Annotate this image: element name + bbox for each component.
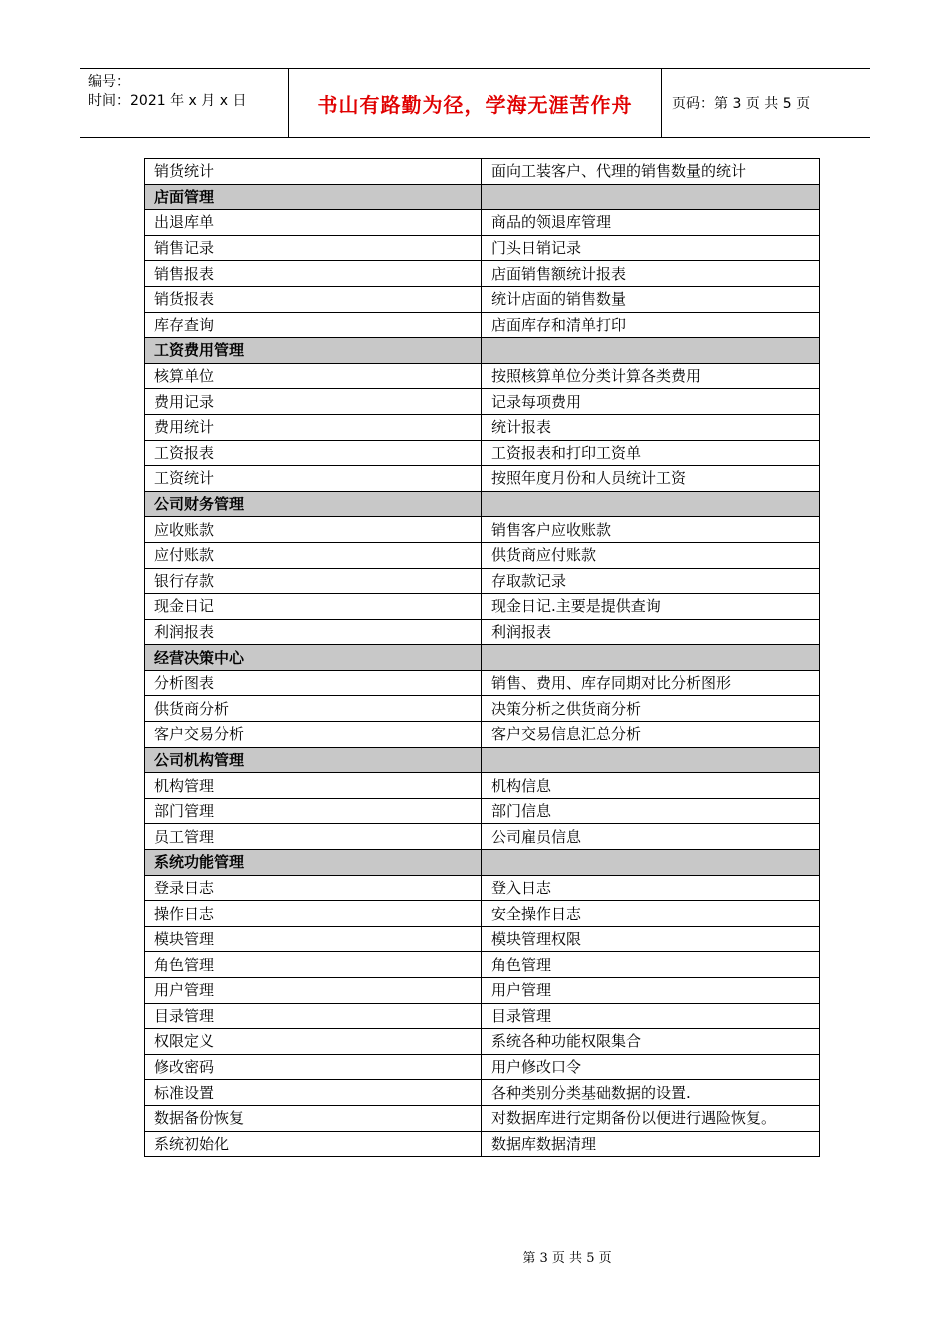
function-name-cell: 权限定义 bbox=[145, 1029, 482, 1055]
function-description-cell: 公司雇员信息 bbox=[482, 824, 820, 850]
function-name-cell: 用户管理 bbox=[145, 978, 482, 1004]
function-name-cell: 出退库单 bbox=[145, 210, 482, 236]
function-name-cell: 销货统计 bbox=[145, 159, 482, 185]
header-page-info: 页码：第 3 页 共 5 页 bbox=[672, 96, 811, 112]
table-row bbox=[145, 1054, 820, 1080]
function-description-cell: 销售客户应收账款 bbox=[482, 517, 820, 543]
table-row bbox=[145, 286, 820, 312]
function-module-table bbox=[144, 158, 820, 1157]
section-header-row bbox=[145, 645, 820, 671]
section-header-row bbox=[145, 850, 820, 876]
table-row bbox=[145, 1029, 820, 1055]
function-name-cell: 操作日志 bbox=[145, 901, 482, 927]
section-blank-cell bbox=[482, 850, 820, 876]
function-name-cell: 利润报表 bbox=[145, 619, 482, 645]
function-name-cell: 数据备份恢复 bbox=[145, 1105, 482, 1131]
function-description-cell: 目录管理 bbox=[482, 1003, 820, 1029]
section-title: 工资费用管理 bbox=[145, 338, 482, 364]
function-name-cell: 费用记录 bbox=[145, 389, 482, 415]
function-name-cell: 核算单位 bbox=[145, 363, 482, 389]
function-description-cell: 用户管理 bbox=[482, 978, 820, 1004]
table-row bbox=[145, 1105, 820, 1131]
function-description-cell: 登入日志 bbox=[482, 875, 820, 901]
header-motto: 书山有路勤为径，学海无涯苦作舟 bbox=[289, 69, 662, 137]
function-description-cell: 系统各种功能权限集合 bbox=[482, 1029, 820, 1055]
table-row bbox=[145, 952, 820, 978]
function-name-cell: 库存查询 bbox=[145, 312, 482, 338]
section-header-row bbox=[145, 491, 820, 517]
function-description-cell: 对数据库进行定期备份以便进行遇险恢复。 bbox=[482, 1105, 820, 1131]
function-description-cell: 店面销售额统计报表 bbox=[482, 261, 820, 287]
table-row bbox=[145, 261, 820, 287]
function-description-cell: 记录每项费用 bbox=[482, 389, 820, 415]
function-name-cell: 客户交易分析 bbox=[145, 722, 482, 748]
section-blank-cell bbox=[482, 645, 820, 671]
table-row bbox=[145, 542, 820, 568]
function-name-cell: 分析图表 bbox=[145, 670, 482, 696]
function-description-cell: 用户修改口令 bbox=[482, 1054, 820, 1080]
table-row bbox=[145, 619, 820, 645]
table-row bbox=[145, 363, 820, 389]
table-row bbox=[145, 824, 820, 850]
function-name-cell: 应付账款 bbox=[145, 542, 482, 568]
section-title: 店面管理 bbox=[145, 184, 482, 210]
function-description-cell: 数据库数据清理 bbox=[482, 1131, 820, 1157]
function-description-cell: 角色管理 bbox=[482, 952, 820, 978]
function-name-cell: 销售记录 bbox=[145, 235, 482, 261]
function-description-cell: 商品的领退库管理 bbox=[482, 210, 820, 236]
page-header bbox=[80, 68, 870, 138]
function-description-cell: 面向工装客户、代理的销售数量的统计 bbox=[482, 159, 820, 185]
function-description-cell: 店面库存和清单打印 bbox=[482, 312, 820, 338]
section-blank-cell bbox=[482, 747, 820, 773]
table-row bbox=[145, 1080, 820, 1106]
page-footer: 第 3 页 共 5 页 bbox=[522, 1251, 612, 1266]
section-header-row bbox=[145, 184, 820, 210]
function-name-cell: 模块管理 bbox=[145, 926, 482, 952]
section-header-row bbox=[145, 747, 820, 773]
table-row bbox=[145, 670, 820, 696]
function-name-cell: 工资报表 bbox=[145, 440, 482, 466]
document-date-label: 时间：2021 年 x 月 x 日 bbox=[88, 93, 247, 109]
section-title: 系统功能管理 bbox=[145, 850, 482, 876]
function-name-cell: 银行存款 bbox=[145, 568, 482, 594]
table-row bbox=[145, 696, 820, 722]
function-description-cell: 销售、费用、库存同期对比分析图形 bbox=[482, 670, 820, 696]
function-name-cell: 角色管理 bbox=[145, 952, 482, 978]
section-title: 公司机构管理 bbox=[145, 747, 482, 773]
table-row bbox=[145, 1003, 820, 1029]
function-description-cell: 各种类别分类基础数据的设置. bbox=[482, 1080, 820, 1106]
section-blank-cell bbox=[482, 184, 820, 210]
function-name-cell: 员工管理 bbox=[145, 824, 482, 850]
table-row bbox=[145, 414, 820, 440]
function-description-cell: 供货商应付账款 bbox=[482, 542, 820, 568]
table-row bbox=[145, 466, 820, 492]
table-row bbox=[145, 926, 820, 952]
table-row bbox=[145, 312, 820, 338]
table-row bbox=[145, 235, 820, 261]
function-description-cell: 决策分析之供货商分析 bbox=[482, 696, 820, 722]
table-row bbox=[145, 978, 820, 1004]
table-row bbox=[145, 875, 820, 901]
function-name-cell: 系统初始化 bbox=[145, 1131, 482, 1157]
function-name-cell: 应收账款 bbox=[145, 517, 482, 543]
table-row bbox=[145, 722, 820, 748]
table-row bbox=[145, 568, 820, 594]
function-name-cell: 现金日记 bbox=[145, 594, 482, 620]
function-description-cell: 按照核算单位分类计算各类费用 bbox=[482, 363, 820, 389]
table-row bbox=[145, 773, 820, 799]
table-row bbox=[145, 798, 820, 824]
function-name-cell: 标准设置 bbox=[145, 1080, 482, 1106]
function-name-cell: 机构管理 bbox=[145, 773, 482, 799]
function-description-cell: 部门信息 bbox=[482, 798, 820, 824]
function-description-cell: 利润报表 bbox=[482, 619, 820, 645]
function-description-cell: 存取款记录 bbox=[482, 568, 820, 594]
function-name-cell: 销货报表 bbox=[145, 286, 482, 312]
function-description-cell: 机构信息 bbox=[482, 773, 820, 799]
table-row bbox=[145, 901, 820, 927]
function-description-cell: 按照年度月份和人员统计工资 bbox=[482, 466, 820, 492]
table-row bbox=[145, 517, 820, 543]
section-blank-cell bbox=[482, 491, 820, 517]
function-description-cell: 安全操作日志 bbox=[482, 901, 820, 927]
function-description-cell: 模块管理权限 bbox=[482, 926, 820, 952]
function-name-cell: 销售报表 bbox=[145, 261, 482, 287]
table-row bbox=[145, 210, 820, 236]
section-title: 公司财务管理 bbox=[145, 491, 482, 517]
function-description-cell: 工资报表和打印工资单 bbox=[482, 440, 820, 466]
table-row bbox=[145, 159, 820, 185]
function-name-cell: 目录管理 bbox=[145, 1003, 482, 1029]
function-name-cell: 工资统计 bbox=[145, 466, 482, 492]
header-meta bbox=[80, 69, 289, 137]
function-description-cell: 客户交易信息汇总分析 bbox=[482, 722, 820, 748]
document-number-label: 编号： bbox=[88, 74, 130, 90]
section-header-row bbox=[145, 338, 820, 364]
table-row bbox=[145, 594, 820, 620]
function-description-cell: 统计店面的销售数量 bbox=[482, 286, 820, 312]
function-name-cell: 修改密码 bbox=[145, 1054, 482, 1080]
table-row bbox=[145, 389, 820, 415]
function-name-cell: 费用统计 bbox=[145, 414, 482, 440]
function-description-cell: 现金日记.主要是提供查询 bbox=[482, 594, 820, 620]
function-name-cell: 供货商分析 bbox=[145, 696, 482, 722]
section-title: 经营决策中心 bbox=[145, 645, 482, 671]
section-blank-cell bbox=[482, 338, 820, 364]
function-name-cell: 登录日志 bbox=[145, 875, 482, 901]
function-description-cell: 门头日销记录 bbox=[482, 235, 820, 261]
function-module-table-body bbox=[145, 159, 820, 1157]
table-row bbox=[145, 1131, 820, 1157]
table-row bbox=[145, 440, 820, 466]
function-description-cell: 统计报表 bbox=[482, 414, 820, 440]
function-name-cell: 部门管理 bbox=[145, 798, 482, 824]
